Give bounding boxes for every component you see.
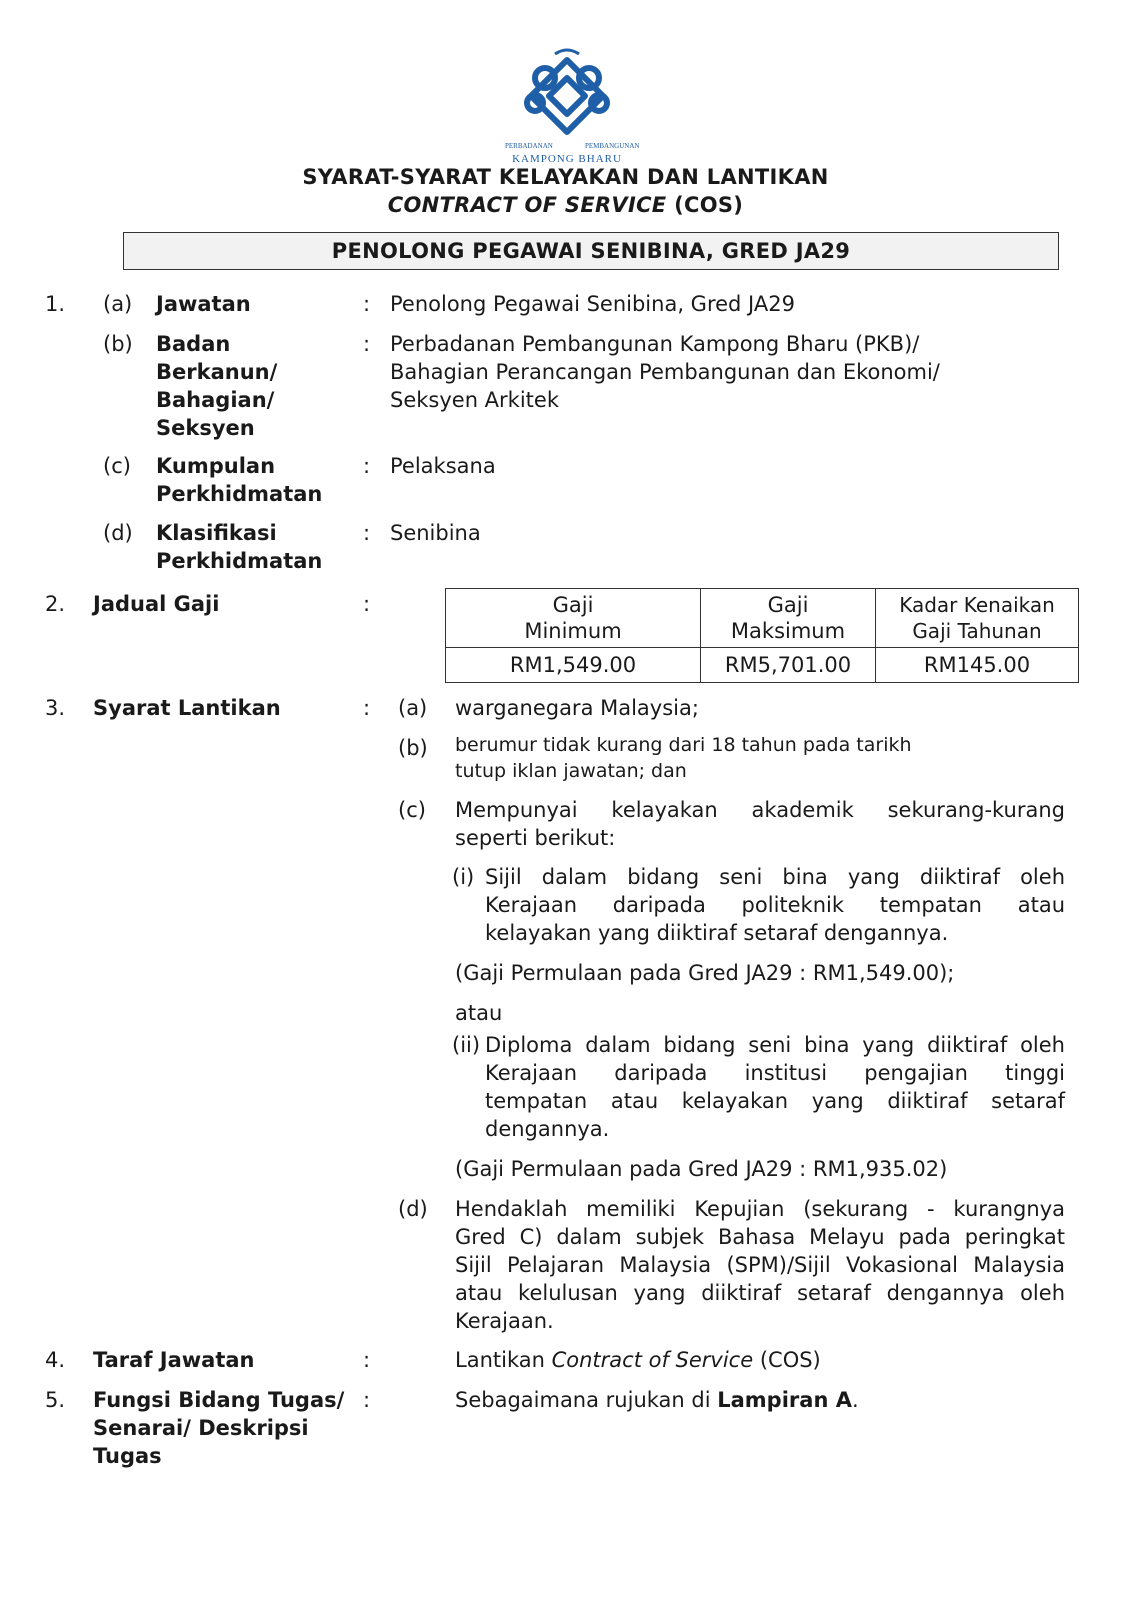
item-1a-value: Penolong Pegawai Senibina, Gred JA29: [390, 292, 795, 316]
item-3b-letter: (b): [398, 736, 428, 760]
item-3c-ii-text: Diploma dalam bidang seni bina yang diiktiraf oleh Kerajaan daripada institusi pengajian tinggi tempatan atau kelayakan yang diiktiraf setaraf dengannya.: [485, 1033, 1065, 1141]
item-5-value: Sebagaimana rujukan di Lampiran A.: [455, 1388, 859, 1412]
salary-value-increment: RM145.00: [876, 648, 1079, 683]
item-3c-ii-numeral: (ii): [452, 1033, 481, 1057]
item-2-colon: :: [363, 592, 371, 616]
item-3a-letter: (a): [398, 696, 428, 720]
item-1b-colon: :: [363, 332, 371, 356]
item-3-label: Syarat Lantikan: [93, 696, 281, 720]
salary-header-row: [446, 589, 1079, 648]
item-1d-letter: (d): [103, 521, 133, 545]
salary-table: [445, 588, 1079, 683]
salary-header-min: Gaji Minimum: [446, 589, 701, 648]
salary-value-row: [446, 648, 1079, 683]
item-3c-or: atau: [455, 1001, 503, 1025]
item-1b-label: Badan Berkanun/ Bahagian/ Seksyen: [156, 332, 278, 440]
item-3d-text: Hendaklah memiliki Kepujian (sekurang - kurangnya Gred C) dalam subjek Bahasa Melayu pada peringkat Sijil Pelajaran Malaysia (SPM)/Sijil Vokasional Malaysia atau kelulusan yang diiktiraf setaraf dengannya oleh Kerajaan.: [455, 1197, 1065, 1333]
document-subtitle: [0, 193, 1131, 217]
item-1c-value: Pelaksana: [390, 454, 496, 478]
item-1b-value: Perbadanan Pembangunan Kampong Bharu (PKB)/ Bahagian Perancangan Pembangunan dan Ekonomi/ Seksyen Arkitek: [390, 332, 940, 412]
item-3c-i-salary: (Gaji Permulaan pada Gred JA29 : RM1,549.00);: [455, 961, 955, 985]
item-3c-letter: (c): [398, 798, 426, 822]
item-1-number: 1.: [45, 292, 66, 316]
item-4-label: Taraf Jawatan: [93, 1348, 255, 1372]
item-1c-colon: :: [363, 454, 371, 478]
item-3c-i-numeral: (i): [452, 865, 475, 889]
logo-text-left: PERBADANAN: [505, 142, 553, 150]
item-4-value: Lantikan Contract of Service (COS): [455, 1348, 821, 1372]
item-1d-label: Klasifikasi Perkhidmatan: [156, 521, 323, 573]
item-3d-letter: (d): [398, 1197, 428, 1221]
item-5-label: Fungsi Bidang Tugas/ Senarai/ Deskripsi Tugas: [93, 1388, 345, 1468]
salary-value-max: RM5,701.00: [701, 648, 876, 683]
item-1d-colon: :: [363, 521, 371, 545]
post-title: PENOLONG PEGAWAI SENIBINA, GRED JA29: [331, 239, 851, 263]
document-title: SYARAT-SYARAT KELAYAKAN DAN LANTIKAN: [302, 165, 829, 189]
post-title-box: [123, 232, 1059, 270]
item-2-label: Jadual Gaji: [93, 592, 220, 616]
item-1a-colon: :: [363, 292, 371, 316]
item-3c-ii-salary: (Gaji Permulaan pada Gred JA29 : RM1,935.02): [455, 1157, 948, 1181]
item-3c-i-text: Sijil dalam bidang seni bina yang diiktiraf oleh Kerajaan daripada politeknik tempatan atau kelayakan yang diiktiraf setaraf dengannya.: [485, 865, 1065, 945]
item-1a-label: Jawatan: [156, 292, 251, 316]
subtitle-italic: CONTRACT OF SERVICE: [387, 193, 667, 217]
salary-header-increment: Kadar Kenaikan Gaji Tahunan: [876, 589, 1079, 648]
item-3-number: 3.: [45, 696, 66, 720]
item-1a-letter: (a): [103, 292, 133, 316]
item-5-colon: :: [363, 1388, 371, 1412]
item-4-number: 4.: [45, 1348, 66, 1372]
salary-value-min: RM1,549.00: [446, 648, 701, 683]
salary-header-max: Gaji Maksimum: [701, 589, 876, 648]
logo: [505, 48, 640, 166]
item-1c-letter: (c): [103, 454, 131, 478]
item-2-number: 2.: [45, 592, 66, 616]
logo-text-bottom: KAMPONG BHARU: [512, 153, 622, 165]
logo-text-right: PEMBANGUNAN: [585, 142, 640, 150]
kampong-bharu-emblem: [505, 48, 640, 166]
item-3b-text: berumur tidak kurang dari 18 tahun pada tarikh tutup iklan jawatan; dan: [455, 734, 912, 782]
item-3-colon: :: [363, 696, 371, 720]
item-5-number: 5.: [45, 1388, 66, 1412]
item-1d-value: Senibina: [390, 521, 481, 545]
item-1c-label: Kumpulan Perkhidmatan: [156, 454, 323, 506]
subtitle-rest: (COS): [674, 193, 744, 217]
item-1b-letter: (b): [103, 332, 133, 356]
item-3a-text: warganegara Malaysia;: [455, 696, 699, 720]
item-3c-text: Mempunyai kelayakan akademik sekurang-kurang seperti berikut:: [455, 798, 1065, 850]
item-4-colon: :: [363, 1348, 371, 1372]
lampiran-link-text: Lampiran A: [717, 1388, 852, 1412]
